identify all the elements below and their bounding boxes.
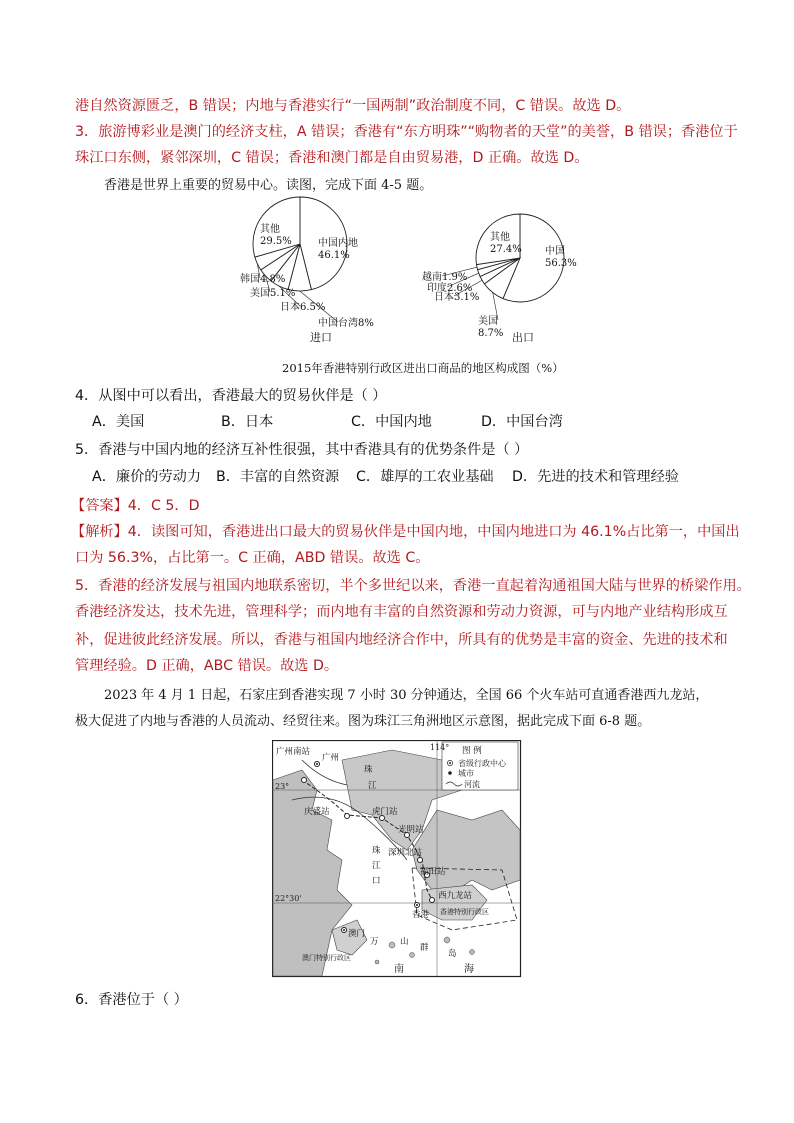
analysis-line: 港自然资源匮乏，B 错误；内地与香港实行“一国两制”政治制度不同，C 错误。故选 D。 bbox=[75, 98, 631, 114]
pie-title: 出口 bbox=[512, 331, 534, 344]
map-label: 江 bbox=[372, 861, 381, 871]
legend-title: 图 例 bbox=[462, 746, 482, 756]
question-4-options bbox=[92, 412, 563, 432]
option-b: B．日本 bbox=[221, 414, 274, 430]
pie-label: 韩国4.8% bbox=[240, 274, 286, 285]
question-intro: 极大促进了内地与香港的人员流动、经贸往来。图为珠江三角洲地区示意图，据此完成下面 6-8 题。 bbox=[75, 714, 651, 729]
pie-label: 日本3.1% bbox=[434, 292, 480, 303]
pie-label: 美国 8.7% bbox=[478, 316, 504, 339]
map-label: 福田站 bbox=[420, 867, 446, 877]
map-label: 江 bbox=[368, 781, 377, 791]
map-label: 珠 bbox=[372, 846, 381, 856]
pie-label: 中国 56.3% bbox=[545, 246, 577, 269]
map-label: 海 bbox=[464, 964, 474, 975]
question-5: 5．香港与中国内地的经济互补性很强，其中香港具有的优势条件是（ ） bbox=[75, 442, 529, 458]
map-label: 南 bbox=[394, 964, 404, 975]
pie-charts bbox=[200, 196, 600, 356]
map-label: 深圳北站 bbox=[388, 848, 423, 858]
analysis-line: 口为 56.3%，占比第一。C 正确，ABD 错误。故选 C。 bbox=[75, 550, 430, 566]
pie-label: 越南1.9% bbox=[422, 272, 468, 283]
map-label: 虎门站 bbox=[372, 807, 398, 817]
map-label: 广州南站 bbox=[276, 747, 311, 757]
question-intro: 香港是世界上重要的贸易中心。读图，完成下面 4-5 题。 bbox=[104, 178, 433, 193]
pie-chart-export bbox=[422, 214, 577, 344]
pearl-river-delta-map bbox=[272, 740, 522, 978]
analysis-line: 香港经济发达，技术先进，管理科学；而内地有丰富的自然资源和劳动力资源，可与内地产业结构形成互 bbox=[75, 604, 728, 620]
option-a: A．美国 bbox=[92, 414, 145, 430]
lat-label: 22°30' bbox=[275, 894, 302, 903]
answer: 【答案】4．C 5．D bbox=[71, 498, 200, 514]
legend-item: 省级行政中心 bbox=[458, 759, 506, 768]
option-d: D．先进的技术和管理经验 bbox=[512, 469, 679, 485]
map-label: 澳门 bbox=[348, 929, 366, 939]
option-a: A．廉价的劳动力 bbox=[92, 469, 202, 485]
pie-label: 美国5.1% bbox=[250, 288, 296, 299]
analysis-line: 补，促进彼此经济发展。所以，香港与祖国内地经济合作中，所具有的优势是丰富的资金、先进的技术和 bbox=[75, 632, 728, 648]
map-label: 庆盛站 bbox=[304, 807, 330, 817]
pie-title: 进口 bbox=[310, 331, 332, 344]
legend-item: 城市 bbox=[458, 769, 474, 778]
option-c: C．雄厚的工农业基础 bbox=[356, 469, 494, 485]
map-label: 岛 bbox=[448, 949, 457, 959]
map-label: 香港特别行政区 bbox=[440, 908, 489, 916]
pie-chart-import bbox=[240, 197, 374, 344]
option-d: D．中国台湾 bbox=[481, 414, 563, 430]
map-label: 群 bbox=[420, 943, 429, 953]
analysis-line: 3．旅游博彩业是澳门的经济支柱，A 错误；香港有“东方明珠”“购物者的天堂”的美誉，B 错误；香港位于 bbox=[75, 124, 738, 140]
map-label: 光明站 bbox=[398, 825, 424, 835]
question-4: 4．从图中可以看出，香港最大的贸易伙伴是（ ） bbox=[75, 388, 387, 404]
map-label: 香港 bbox=[412, 910, 430, 920]
pie-label: 日本6.5% bbox=[280, 302, 326, 313]
option-b: B．丰富的自然资源 bbox=[216, 469, 340, 485]
chart-caption: 2015年香港特别行政区进出口商品的地区构成图（%） bbox=[282, 361, 564, 375]
pie-label: 中国台湾8% bbox=[318, 318, 374, 329]
legend-item: 河流 bbox=[464, 780, 480, 789]
pie-label: 印度2.6% bbox=[427, 283, 473, 294]
pie-label: 其他 29.5% bbox=[260, 224, 292, 247]
map-label: 西九龙站 bbox=[438, 891, 473, 901]
pie-label: 中国内地 46.1% bbox=[318, 238, 358, 261]
analysis-line: 【解析】4．读图可知，香港进出口最大的贸易伙伴是中国内地，中国内地进口为 46.1%占比第一，中国出 bbox=[71, 524, 740, 540]
question-5-options bbox=[92, 467, 679, 487]
question-intro: 2023 年 4 月 1 日起，石家庄到香港实现 7 小时 30 分钟通达，全国 66 个火车站可直通香港西九龙站， bbox=[104, 688, 709, 703]
map-label: 澳门特别行政区 bbox=[302, 954, 351, 962]
question-6: 6．香港位于（ ） bbox=[75, 992, 188, 1008]
map-label: 珠 bbox=[364, 765, 373, 775]
map-label: 山 bbox=[400, 937, 409, 947]
lon-label: 114° bbox=[430, 743, 450, 752]
map-label: 口 bbox=[372, 876, 381, 886]
analysis-line: 管理经验。D 正确，ABC 错误。故选 D。 bbox=[75, 658, 339, 674]
option-c: C．中国内地 bbox=[351, 414, 432, 430]
analysis-line: 珠江口东侧，紧邻深圳，C 错误；香港和澳门都是自由贸易港，D 正确。故选 D。 bbox=[75, 150, 589, 166]
analysis-line: 5．香港的经济发展与祖国内地联系密切，半个多世纪以来，香港一直起着沟通祖国大陆与世界的桥梁作用。 bbox=[75, 578, 751, 594]
map-label: 万 bbox=[370, 937, 379, 947]
pie-label: 其他 27.4% bbox=[490, 232, 522, 255]
map-label: 广州 bbox=[322, 753, 340, 763]
lat-label: 23° bbox=[275, 782, 290, 791]
